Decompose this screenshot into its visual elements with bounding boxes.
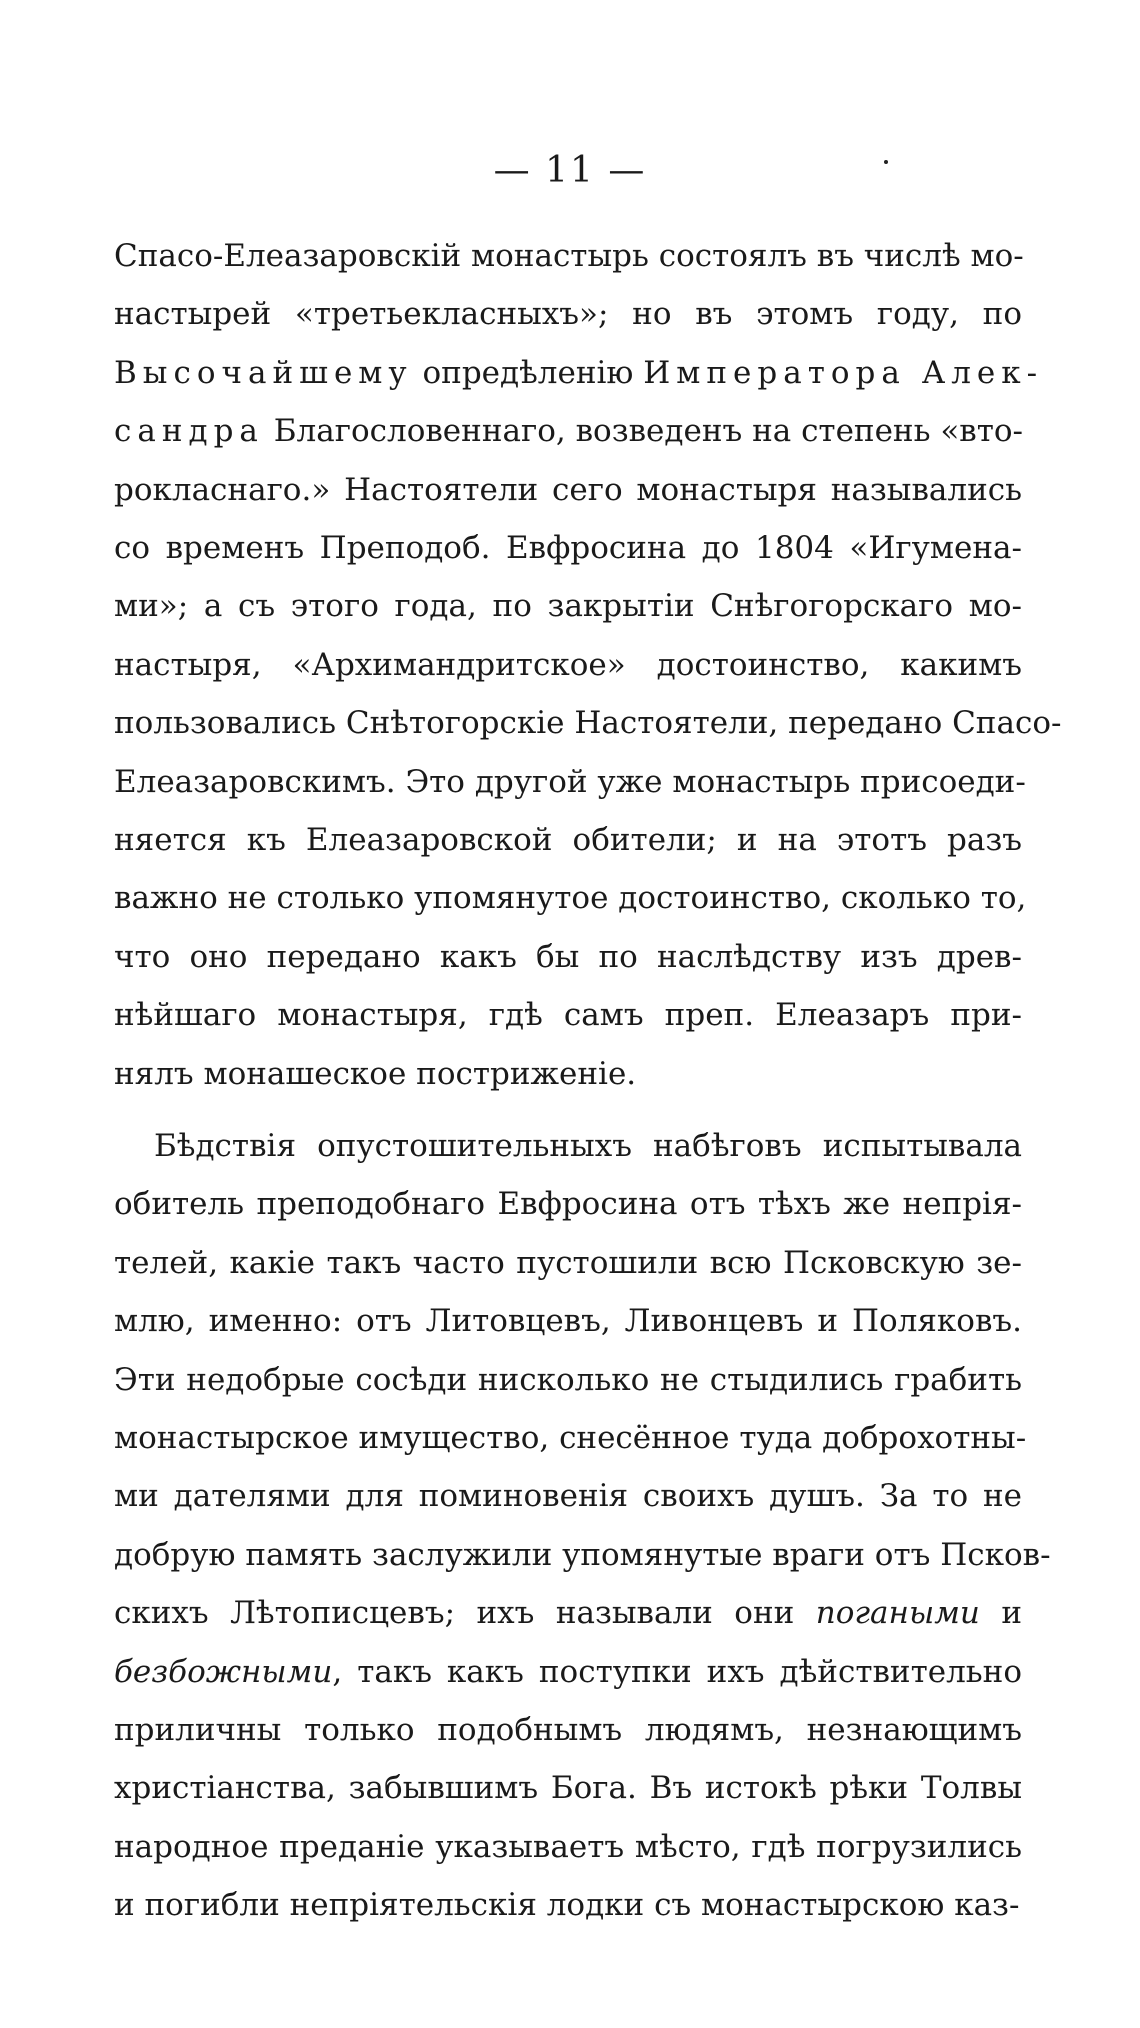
print-speck	[884, 160, 888, 164]
text-segment: обитель преподобнаго Евфросина отъ тѣхъ же непрія-	[114, 1186, 1022, 1223]
text-line	[114, 578, 1022, 634]
text-line	[114, 1527, 1051, 1583]
text-segment: христіанства, забывшимъ Бога. Въ истокѣ рѣки Толвы	[114, 1770, 1022, 1807]
text-line	[114, 929, 1022, 985]
text-line	[114, 1468, 1022, 1524]
text-segment: пользовались Снѣтогорскіе Настоятели, передано Спасо-	[114, 705, 1062, 742]
text-line	[114, 1644, 1022, 1700]
text-line	[114, 695, 1062, 751]
text-segment: приличны только подобнымъ людямъ, незнающимъ	[114, 1712, 1022, 1748]
text-segment: телей, какіе такъ часто пустошили всю Псковскую зе-	[114, 1244, 1022, 1281]
text-segment: Высочайшему	[114, 354, 413, 391]
text-segment: важно не столько упомянутое достоинство, сколько то,	[114, 880, 1027, 917]
text-line	[114, 462, 1022, 518]
text-line	[114, 987, 1022, 1043]
text-segment: сандра	[114, 413, 264, 450]
text-segment: погаными	[815, 1595, 980, 1632]
text-segment: , такъ какъ поступки ихъ дѣйствительно	[332, 1653, 1022, 1690]
text-line	[114, 754, 1026, 810]
text-line	[114, 1235, 1022, 1291]
text-segment: народное преданіе указываетъ мѣсто, гдѣ погрузились	[114, 1828, 1022, 1865]
text-line	[114, 870, 1027, 926]
text-segment: опредѣленію	[412, 354, 644, 391]
text-line	[114, 1352, 1022, 1408]
text-line	[114, 1410, 1027, 1466]
text-line	[114, 228, 1022, 284]
text-segment: Спасо-Елеазаровскій монастырь состоялъ въ числѣ мо-	[114, 238, 1024, 274]
text-segment: скихъ Лѣтописцевъ; ихъ называли они	[114, 1595, 816, 1632]
text-line	[114, 1702, 1022, 1758]
text-segment: няется къ Елеазаровской обители; и на этотъ разъ	[114, 822, 1022, 858]
text-line	[114, 637, 1022, 693]
text-segment: млю, именно: отъ Литовцевъ, Ливонцевъ и Поляковъ.	[114, 1303, 1022, 1340]
text-segment: Благословеннаго, возведенъ на степень «вто-	[263, 413, 1024, 450]
text-segment: и	[979, 1595, 1022, 1632]
text-line	[114, 520, 1022, 576]
text-line	[114, 1585, 1022, 1641]
text-line	[114, 1046, 1022, 1102]
text-line	[114, 1176, 1022, 1232]
text-segment: настырей «третьекласныхъ»; но въ этомъ году, по	[114, 296, 1022, 333]
text-segment: со временъ Преподоб. Евфросина до 1804 «Игумена-	[114, 530, 1022, 566]
text-segment: роклаcнаго.» Настоятели сего монастыря назывались	[114, 471, 1022, 508]
text-segment: нѣйшаго монастыря, гдѣ самъ преп. Елеазаръ при-	[114, 997, 1022, 1034]
text-segment: монастырское имущество, снесённое туда доброхотны-	[114, 1420, 1027, 1456]
text-segment: безбожными	[114, 1653, 333, 1690]
text-line	[154, 1118, 1022, 1174]
text-line	[114, 1819, 1022, 1875]
text-segment: добрую память заслужили упомянутые враги отъ Псков-	[114, 1536, 1051, 1573]
text-line	[114, 403, 1022, 459]
text-segment: Императора Алек-	[643, 354, 1044, 391]
text-line	[114, 1760, 1022, 1816]
text-line	[114, 1877, 1022, 1933]
text-segment: настыря, «Архимандритское» достоинство, какимъ	[114, 646, 1022, 683]
text-segment: что оно передано какъ бы по наслѣдству изъ древ-	[114, 938, 1022, 975]
text-segment: нялъ монашеское постриженіе.	[114, 1055, 637, 1092]
text-segment: ми дателями для поминовенія своихъ душъ. За то не	[114, 1478, 1022, 1515]
text-segment: Бѣдствія опустошительныхъ набѣговъ испытывала	[154, 1128, 1022, 1164]
text-segment: и погибли непріятельскія лодки съ монастырскою каз-	[114, 1887, 1020, 1924]
text-segment: ми»; а съ этого года, по закрытіи Снѣгогорскаго мо-	[114, 588, 1022, 625]
text-line	[114, 286, 1022, 342]
text-line	[114, 812, 1022, 868]
page-number: — 11 —	[493, 150, 647, 191]
text-line	[114, 1293, 1022, 1349]
text-line	[114, 345, 1044, 401]
text-segment: Елеазаровскимъ. Это другой уже монастырь присоеди-	[114, 763, 1026, 800]
text-segment: Эти недобрые сосѣди нисколько не стыдились грабить	[114, 1361, 1022, 1398]
